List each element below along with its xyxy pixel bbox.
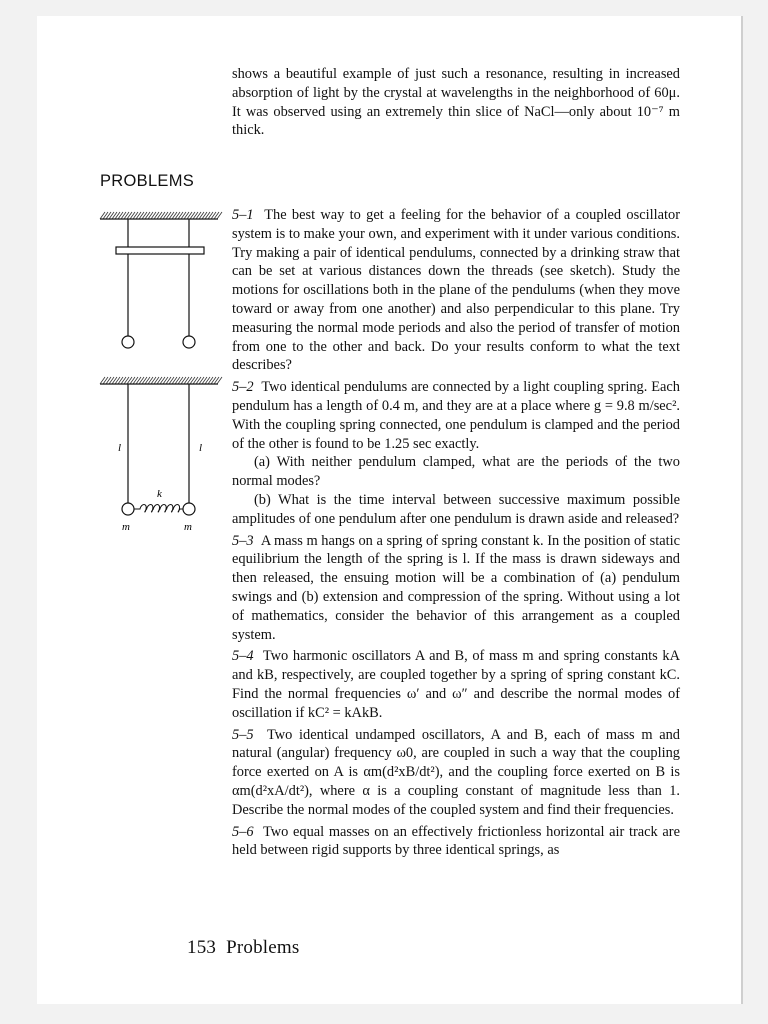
mass-right — [183, 503, 195, 515]
problem-number: 5–5 — [232, 726, 254, 743]
mass-left — [122, 503, 134, 515]
intro-text: shows a beautiful example of just such a resonance, resulting in increased absorption of light by the crystal at wavelengths in the neighborhood of 60μ. It was observed using an extremely thin slice of NaCl—only about 10⁻⁷ m thick. — [232, 66, 680, 139]
page-edge — [741, 16, 743, 1004]
problem-5-2 — [232, 378, 680, 528]
problem-text: The best way to get a feeling for the behavior of a coupled oscillator system is to make your own, and experiment with it under various conditions. Try making a pair of identical pendulums, connected by a drinking straw that can be set at various distances down the threads (see sketch). Study the motions for oscillations both in the plane of the pendulums (when they move toward or away from one another) and also perpendicular to this plane. Try measuring the normal mode periods and also the period of transfer of motion from one to the other and back. Do your results conform to what the text describes? — [232, 207, 680, 374]
section-heading: PROBLEMS — [100, 172, 195, 190]
problem-5-5 — [232, 726, 680, 820]
coupling-spring — [134, 505, 183, 513]
bob-right — [183, 336, 195, 348]
problem-text: Two harmonic oscillators A and B, of mass m and spring constants kA and kB, respectively, are coupled together by a spring of spring constant kC. Find the normal frequencies ω′ and ω″ and describe the normal modes of oscillation if kC² = kAkB. — [232, 648, 680, 721]
problem-number: 5–3 — [232, 532, 254, 549]
problem-text: Two equal masses on an effectively frictionless horizontal air track are held between rigid supports by three identical springs, as — [232, 823, 680, 859]
problem-text: Two identical undamped oscillators, A and B, each of mass m and natural (angular) frequency ω0, are coupled in such a way that the coupling force exerted on A is αm(d²xB/dt²), and the coupling force exerted on B is αm(d²xA/dt²), where α is a coupling constant of magnitude less than 1. Describe the normal modes of the coupled system and find their frequencies. — [232, 726, 680, 818]
problem-5-6 — [232, 823, 680, 861]
mass-label-right: m — [184, 521, 192, 533]
problem-5-3 — [232, 532, 680, 645]
spring-coupled-pendulums-figure — [100, 373, 220, 535]
length-label-left: l — [118, 442, 122, 454]
problem-5-4 — [232, 647, 680, 722]
problem-list — [232, 206, 680, 863]
problem-number: 5–6 — [232, 823, 254, 840]
intro-paragraph — [232, 65, 680, 140]
problem-part-a: (a) With neither pendulum clamped, what are the periods of the two normal modes? — [232, 454, 680, 490]
coupled-pendulums-straw-figure — [100, 211, 220, 356]
problem-text: A mass m hangs on a spring of spring constant k. In the position of static equilibrium the length of the spring is l. If the mass is drawn sideways and then released, the ensuing motion will be a combination of (a) pendulum swings and (b) extension and compression of the spring. Without using a lot of mathematics, consider the behavior of this arrangement as a coupled system. — [232, 532, 680, 643]
spring-constant-label: k — [157, 488, 162, 500]
drinking-straw — [116, 247, 204, 254]
problem-number: 5–4 — [232, 648, 254, 665]
page-footer — [187, 937, 300, 959]
running-title: Problems — [226, 937, 300, 958]
length-label-right: l — [199, 442, 203, 454]
problem-5-1 — [232, 206, 680, 375]
problem-number: 5–1 — [232, 207, 254, 223]
ceiling-hatch — [100, 212, 222, 219]
mass-label-left: m — [122, 521, 130, 533]
problem-number: 5–2 — [232, 379, 254, 396]
page-number: 153 — [187, 937, 217, 958]
bob-left — [122, 336, 134, 348]
ceiling-hatch — [100, 377, 222, 384]
problem-part-b: (b) What is the time interval between successive maximum possible amplitudes of one pendulum after one pendulum is drawn aside and released? — [232, 491, 680, 527]
problem-text: Two identical pendulums are connected by a light coupling spring. Each pendulum has a length of 0.4 m, and they are at a place where g = 9.8 m/sec². With the coupling spring connected, one pendulum is clamped and the period of the other is found to be 1.25 sec exactly. — [232, 379, 680, 452]
